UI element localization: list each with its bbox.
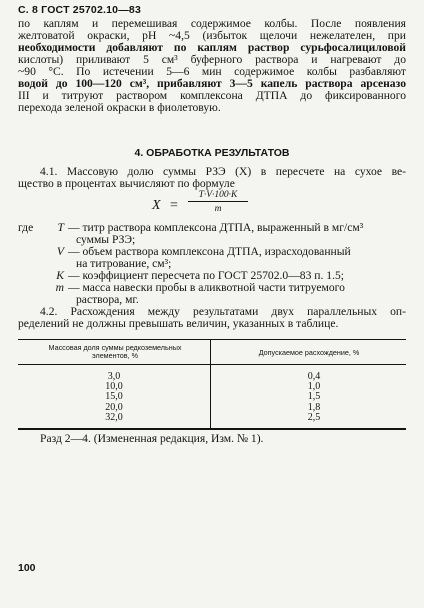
text-line: щество в процентах вычисляют по формуле bbox=[18, 177, 235, 190]
definition-text: — масса навески пробы в аликвотной части титруемого bbox=[68, 281, 345, 294]
definition-symbol: m bbox=[55, 281, 64, 294]
page-number: 100 bbox=[18, 562, 36, 574]
table-header-line: Массовая доля суммы редкоземельных bbox=[48, 343, 182, 352]
table-top-rule bbox=[18, 339, 406, 340]
text-line: водой до 100—120 см³, прибавляют 3—5 капель раствора арсеназо bbox=[18, 77, 406, 90]
section-title: 4. ОБРАБОТКА РЕЗУЛЬТАТОВ bbox=[134, 147, 290, 159]
definition-text: раствора, мг. bbox=[76, 293, 139, 306]
table-cell: 10,0 bbox=[105, 381, 123, 393]
definition-symbol: T bbox=[57, 221, 64, 234]
definition-text: на титрование, см³; bbox=[76, 257, 172, 270]
table-header-tolerance: Допускаемое расхождение, % bbox=[258, 348, 360, 357]
table-bottom-rule bbox=[18, 428, 406, 430]
text-line: ределений не должны превышать величин, указанных в таблице. bbox=[18, 317, 339, 330]
table-column-divider bbox=[210, 339, 211, 428]
text-line: III и титруют раствором комплексона ДТПА до фиксированного bbox=[18, 89, 406, 102]
text-line: 4.1. Массовую долю суммы РЗЭ (X) в пересчете на сухое ве- bbox=[40, 165, 406, 178]
amendment-note: Разд 2—4. (Измененная редакция, Изм. № 1). bbox=[40, 432, 264, 445]
formula-denominator: m bbox=[214, 204, 222, 214]
text-line: необходимости добавляют по каплям раствор сурьфосалициловой bbox=[18, 41, 406, 54]
text-line: по каплям и перемешивая содержимое колбы. После появления bbox=[18, 17, 406, 30]
table-cell: 32,0 bbox=[105, 411, 123, 423]
definition-text: — титр раствора комплексона ДТПА, выраженный в мг/см³ bbox=[68, 221, 364, 234]
table-column-mass-fraction bbox=[84, 372, 144, 423]
table-cell: 2,5 bbox=[307, 411, 321, 423]
definition-text: — коэффициент пересчета по ГОСТ 25702.0—83 п. 1.5; bbox=[68, 269, 345, 282]
table-header-line: элементов, % bbox=[91, 351, 139, 360]
table-cell: 1,5 bbox=[307, 391, 321, 403]
text-line: кислоты) приливают 5 см³ буферного раствора и нагревают до bbox=[18, 53, 406, 66]
table-cell: 3,0 bbox=[107, 371, 121, 382]
table-header-rule bbox=[18, 364, 406, 365]
table-column-tolerance bbox=[284, 372, 344, 423]
table-cell: 1,0 bbox=[307, 381, 321, 393]
text-line: желтоватой окраски, pH ~4,5 (избыток щелочи нежелателен, при bbox=[18, 29, 406, 42]
text-line: ~90 °С. По истечении 5—6 мин содержимое колбы разбавляют bbox=[18, 65, 406, 78]
definition-text: — объем раствора комплексона ДТПА, израсходованный bbox=[68, 245, 351, 258]
table-cell: 1,8 bbox=[307, 401, 321, 413]
text-line: перехода зеленой окраски в фиолетовую. bbox=[18, 101, 221, 114]
page-header: С. 8 ГОСТ 25702.10—83 bbox=[18, 4, 141, 16]
formula-numerator: T·V·100·K bbox=[188, 190, 248, 202]
definition-text: суммы РЗЭ; bbox=[76, 233, 136, 246]
definition-symbol: K bbox=[56, 269, 64, 282]
formula-lhs: X bbox=[152, 198, 161, 213]
table-cell: 20,0 bbox=[105, 401, 123, 413]
table-header-mass-fraction bbox=[30, 344, 200, 360]
definitions-list bbox=[18, 222, 406, 306]
definition-lead: где bbox=[18, 221, 34, 234]
definition-symbol: V bbox=[56, 245, 64, 258]
text-line: 4.2. Расхождения между результатами двух параллельных оп- bbox=[40, 305, 406, 318]
table-cell: 15,0 bbox=[105, 391, 123, 403]
formula-fraction bbox=[188, 190, 248, 214]
formula-equals: = bbox=[170, 198, 178, 213]
table-cell: 0,4 bbox=[307, 371, 321, 382]
